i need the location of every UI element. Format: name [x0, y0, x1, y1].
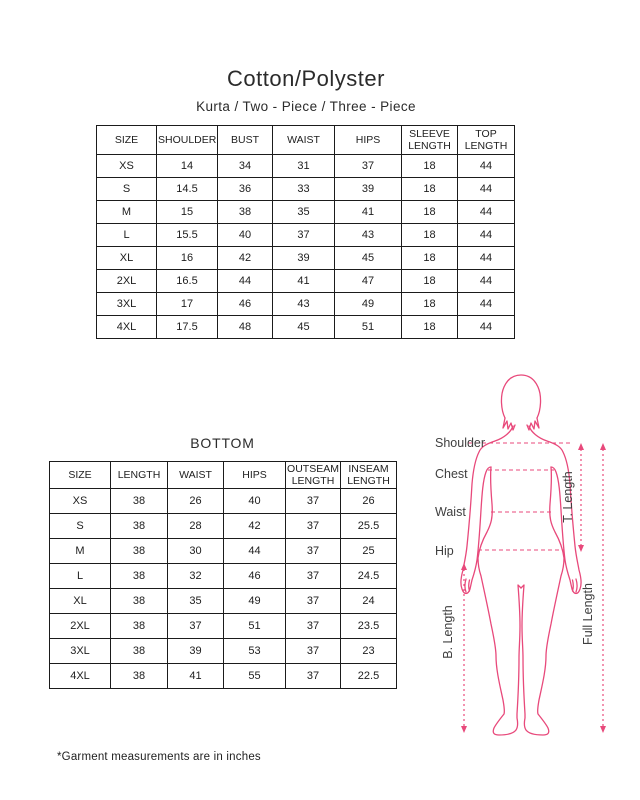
header	[0, 66, 612, 114]
table-cell: 26	[168, 489, 224, 514]
full-length-arrowhead-bottom	[600, 726, 606, 733]
table-cell: 39	[273, 247, 335, 270]
table-cell: 2XL	[50, 614, 111, 639]
figure-hair-icon	[501, 375, 540, 418]
table-cell: 35	[273, 201, 335, 224]
table-row	[50, 564, 397, 589]
table-cell: 16.5	[157, 270, 218, 293]
table-cell: 45	[273, 316, 335, 339]
table-cell: XS	[97, 155, 157, 178]
table-cell: 53	[224, 639, 286, 664]
table-cell: S	[97, 178, 157, 201]
table-cell: 14.5	[157, 178, 218, 201]
t-length-arrowhead-bottom	[578, 545, 584, 552]
table-cell: 55	[224, 664, 286, 689]
table-cell: 45	[335, 247, 402, 270]
table-cell: 44	[458, 270, 515, 293]
table-cell: 38	[111, 589, 168, 614]
table-cell: 18	[402, 270, 458, 293]
column-header: SHOULDER	[157, 126, 218, 155]
column-header: BUST	[218, 126, 273, 155]
table-cell: 38	[111, 614, 168, 639]
shoulder-label: Shoulder	[435, 436, 486, 450]
footnote: *Garment measurements are in inches	[57, 751, 261, 763]
table-cell: XL	[50, 589, 111, 614]
table-cell: 47	[335, 270, 402, 293]
table-cell: XS	[50, 489, 111, 514]
table-row	[50, 489, 397, 514]
b-length-arrowhead-top	[461, 563, 467, 570]
table-cell: 18	[402, 155, 458, 178]
full-length-label: Full Length	[581, 583, 595, 645]
table-cell: 46	[218, 293, 273, 316]
table-cell: 38	[111, 564, 168, 589]
table-cell: 44	[458, 178, 515, 201]
table-cell: 38	[111, 639, 168, 664]
table-cell: 18	[402, 201, 458, 224]
table-row	[97, 247, 515, 270]
table-cell: 35	[168, 589, 224, 614]
table-row	[97, 178, 515, 201]
table-cell: 25	[341, 539, 397, 564]
table-cell: 23.5	[341, 614, 397, 639]
table-cell: 33	[273, 178, 335, 201]
figure-hand-left-icon	[465, 579, 470, 592]
table-cell: 28	[168, 514, 224, 539]
table-cell: 4XL	[50, 664, 111, 689]
table-cell: 46	[224, 564, 286, 589]
table-cell: 36	[218, 178, 273, 201]
table-cell: 51	[224, 614, 286, 639]
table-cell: 37	[286, 664, 341, 689]
table-cell: 42	[218, 247, 273, 270]
table-cell: 14	[157, 155, 218, 178]
table-cell: 38	[111, 664, 168, 689]
table-cell: 37	[286, 564, 341, 589]
table-cell: 49	[335, 293, 402, 316]
table-cell: 34	[218, 155, 273, 178]
table-cell: 22.5	[341, 664, 397, 689]
table-cell: 44	[458, 247, 515, 270]
table-cell: 30	[168, 539, 224, 564]
figure-torso-leg-left-icon	[478, 467, 521, 735]
table-row	[50, 514, 397, 539]
table-cell: 41	[273, 270, 335, 293]
table-row	[97, 201, 515, 224]
table-cell: 39	[335, 178, 402, 201]
table-row	[97, 224, 515, 247]
table-cell: 26	[341, 489, 397, 514]
table-cell: 37	[335, 155, 402, 178]
table-cell: 32	[168, 564, 224, 589]
column-header: HIPS	[224, 462, 286, 489]
table-cell: 37	[286, 489, 341, 514]
column-header: SIZE	[50, 462, 111, 489]
table-cell: 37	[286, 514, 341, 539]
table-cell: 2XL	[97, 270, 157, 293]
column-header: SIZE	[97, 126, 157, 155]
table-cell: 3XL	[50, 639, 111, 664]
table-cell: 18	[402, 316, 458, 339]
t-length-label: T. Length	[561, 471, 575, 523]
table-cell: 51	[335, 316, 402, 339]
page-title: Cotton/Polyster	[227, 66, 385, 91]
table-cell: 25.5	[341, 514, 397, 539]
table-cell: 40	[224, 489, 286, 514]
table-cell: 43	[273, 293, 335, 316]
table-cell: 38	[111, 514, 168, 539]
table-cell: 43	[335, 224, 402, 247]
table-cell: 3XL	[97, 293, 157, 316]
table-cell: 37	[273, 224, 335, 247]
column-header: WAIST	[273, 126, 335, 155]
table-cell: 24	[341, 589, 397, 614]
table-cell: 41	[168, 664, 224, 689]
table-cell: 38	[111, 489, 168, 514]
table-cell: 16	[157, 247, 218, 270]
column-header: LENGTH	[111, 462, 168, 489]
hip-label: Hip	[435, 544, 454, 558]
bottom-measurements-table	[49, 461, 397, 689]
table-cell: 37	[286, 614, 341, 639]
table-cell: M	[97, 201, 157, 224]
table-cell: 37	[286, 539, 341, 564]
full-length-arrowhead-top	[600, 443, 606, 450]
column-header: OUTSEAM LENGTH	[287, 462, 339, 487]
b-length-arrowhead-bottom	[461, 726, 467, 733]
header-row	[50, 462, 397, 489]
table-cell: 18	[402, 178, 458, 201]
table-cell: 40	[218, 224, 273, 247]
table-row	[50, 639, 397, 664]
table-row	[97, 270, 515, 293]
b-length-label: B. Length	[441, 605, 455, 659]
table-cell: 15	[157, 201, 218, 224]
column-header: SLEEVE LENGTH	[402, 126, 458, 155]
table-cell: 44	[458, 224, 515, 247]
table-row	[50, 589, 397, 614]
table-cell: 41	[335, 201, 402, 224]
table-cell: 44	[458, 201, 515, 224]
table-cell: 44	[458, 316, 515, 339]
table-cell: 18	[402, 224, 458, 247]
table-cell: 37	[168, 614, 224, 639]
column-header: INSEAM LENGTH	[341, 462, 397, 489]
table-cell: 38	[218, 201, 273, 224]
chest-label: Chest	[435, 467, 468, 481]
column-header: HIPS	[335, 126, 402, 155]
table-cell: 44	[218, 270, 273, 293]
table-cell: 39	[168, 639, 224, 664]
figure-hair-fringe-left-icon	[503, 418, 515, 430]
table-cell: 17	[157, 293, 218, 316]
table-row	[97, 293, 515, 316]
table-cell: 23	[341, 639, 397, 664]
column-header: TOP LENGTH	[458, 126, 515, 155]
table-cell: 44	[458, 155, 515, 178]
table-cell: L	[97, 224, 157, 247]
figure-torso-leg-right-icon	[521, 467, 564, 735]
table-row	[97, 316, 515, 339]
table-cell: 18	[402, 247, 458, 270]
waist-label: Waist	[435, 505, 466, 519]
header-row	[97, 126, 515, 155]
table-cell: 49	[224, 589, 286, 614]
table-cell: 38	[111, 539, 168, 564]
table-cell: S	[50, 514, 111, 539]
table-cell: 44	[458, 293, 515, 316]
table-cell: 37	[286, 589, 341, 614]
table-cell: L	[50, 564, 111, 589]
figure-arm-left-icon	[461, 426, 513, 594]
column-header: WAIST	[168, 462, 224, 489]
table-cell: 37	[286, 639, 341, 664]
top-measurements-table	[96, 125, 515, 339]
bottom-table-title: BOTTOM	[190, 435, 255, 451]
table-cell: 18	[402, 293, 458, 316]
table-cell: 48	[218, 316, 273, 339]
t-length-arrowhead-top	[578, 443, 584, 450]
table-cell: 31	[273, 155, 335, 178]
table-cell: M	[50, 539, 111, 564]
body-diagram-icon	[425, 368, 620, 760]
figure-hair-fringe-right-icon	[527, 418, 539, 430]
table-cell: 4XL	[97, 316, 157, 339]
table-cell: 24.5	[341, 564, 397, 589]
figure-hand-right-icon	[573, 579, 578, 592]
measurement-figure	[425, 368, 620, 760]
table-cell: 42	[224, 514, 286, 539]
page-subtitle: Kurta / Two - Piece / Three - Piece	[196, 99, 416, 114]
table-cell: 44	[224, 539, 286, 564]
table-row	[50, 614, 397, 639]
table-cell: 17.5	[157, 316, 218, 339]
table-row	[97, 155, 515, 178]
table-row	[50, 664, 397, 689]
table-cell: XL	[97, 247, 157, 270]
table-cell: 15.5	[157, 224, 218, 247]
table-row	[50, 539, 397, 564]
